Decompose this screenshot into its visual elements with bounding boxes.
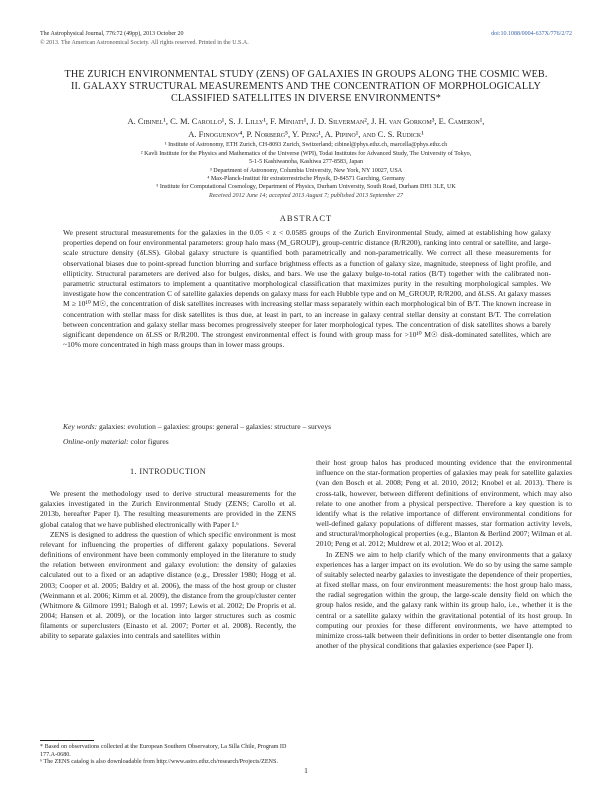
footnote-catalog: ⁶ The ZENS catalog is also downloadable from http://www.astro.ethz.ch/research/Projects/ZENS. [40, 759, 278, 766]
online-only-label: Online-only material: [63, 437, 129, 446]
running-header-copyright: © 2013. The American Astronomical Society. All rights reserved. Printed in the U.S.A. [40, 40, 249, 46]
intro-paragraph-1: We present the methodology used to derive structural measurements for the galaxies investigated in the Zurich Environmental Study (ZENS; Carollo et al. 2013b, hereafter Paper I). The resulting measurements are provided in the ZENS global catalog that we have published electronically with Paper I.⁶ [40, 489, 296, 529]
affiliation-2-address: 5-1-5 Kashiwanoha, Kashiwa 277-8583, Japan [248, 159, 364, 165]
author-list-line-1: A. Cibinel¹, C. M. Carollo¹, S. J. Lilly¹, F. Miniati¹, J. D. Silverman², J. H. van Gorkom³, E. Cameron¹, [127, 116, 485, 126]
paper-title-line-1: THE ZURICH ENVIRONMENTAL STUDY (ZENS) OF GALAXIES IN GROUPS ALONG THE COSMIC WEB. [64, 69, 548, 80]
author-list-line-2: A. Finoguenov⁴, P. Norberg⁵, Y. Peng¹, A. Pipino¹, and C. S. Rudick¹ [188, 129, 424, 139]
keywords-label: Key words: [63, 422, 98, 431]
footnote-rule [40, 740, 94, 741]
affiliation-3: ³ Department of Astronomy, Columbia University, New York, NY 10027, USA [209, 168, 403, 174]
affiliation-5: ⁵ Institute for Computational Cosmology, Department of Physics, Durham University, South Road, Durham DH1 3LE, UK [156, 184, 456, 190]
affiliation-2: ² Kavli Institute for the Physics and Mathematics of the Universe (WPI), Todai Institutes for Advanced Study, The University of Tokyo, [140, 151, 472, 157]
right-column [316, 458, 572, 651]
online-only-text: color figures [130, 437, 169, 446]
intro-paragraph-4: In ZENS we aim to help clarify which of the many environments that a galaxy experiences has a larger impact on its evolution. We do so by using the same sample of suitably selected nearby galaxies to investigate the dependence of their properties, at fixed stellar mass, on four environment measurements: the host group halo mass, the radial segregation within the group, the large-scale density field on which the group halos reside, and the galaxy rank within its group halo, i.e., whether it is the central or a satellite galaxy within the gravitational potential of its host group. In computing our proxies for these different environments, we have attempted to minimize cross-talk between their definitions in order to better disentangle one from another of the physical conditions that galaxies experience (see Paper I). [316, 549, 572, 651]
paper-title-line-2: II. GALAXY STRUCTURAL MEASUREMENTS AND THE CONCENTRATION OF MORPHOLOGICALLY [71, 81, 541, 92]
doi-link[interactable]: doi:10.1088/0004-637X/776/2/72 [491, 31, 572, 37]
section-heading-introduction: 1. INTRODUCTION [129, 467, 207, 476]
footnote-observations: * Based on observations collected at the European Southern Observatory, La Silla Chile, Program ID 177.A-0680. [40, 744, 287, 758]
abstract-text: We present structural measurements for the galaxies in the 0.05 < z < 0.0585 groups of the Zurich Environmental Study, aimed at establishing how galaxy properties depend on four environmental parameters: group halo mass (M_GROUP), group-centric distance (R/R200), ranking into central or satellite, and large-scale structure density (δLSS). Global galaxy structure is quantified both parametrically and non-parametrically. We correct all these measurements for observational biases due to point-spread function blurring and surface brightness effects as a function of galaxy size, magnitude, steepness of light profile, and ellipticity. Structural parameters are derived also for bulges, disks, and bars. We use the galaxy bulge-to-total ratios (B/T) together with the calibrated non-parametric structural estimators to implement a quantitative morphological classification that maximizes purity in the resulting morphological samples. We investigate how the concentration C of satellite galaxies depends on galaxy mass for each Hubble type and on M_GROUP, R/R200, and δLSS. At galaxy masses M ≥ 10¹⁰ M☉, the concentration of disk satellites increases with increasing stellar mass separately within each morphological bin of B/T. The known increase in concentration with stellar mass for disk satellites is thus due, at least in part, to an increase in galaxy central stellar density at constant B/T. The correlation between concentration and galaxy stellar mass becomes progressively steeper for later morphological types. The concentration of disk satellites shows a barely significant dependence on δLSS or R/R200. The strongest environmental effect is found with group mass for >10¹⁰ M☉ disk-dominated satellites, which are ~10% more concentrated in high mass groups than in lower mass groups. [63, 228, 551, 350]
footnotes [40, 744, 296, 767]
keywords [63, 422, 551, 432]
page-number: 1 [304, 766, 308, 775]
received-dates: Received 2012 June 14; accepted 2013 August 7; published 2013 September 27 [209, 193, 403, 199]
intro-paragraph-3: their host group halos has produced mounting evidence that the environmental influence on the star-formation properties of galaxies may peak for satellite galaxies (van den Bosch et al. 2008; Peng et al. 2010, 2012; Knobel et al. 2013). There is cross-talk, however, between different definitions of environment, which may also relate to one another from a physical perspective. Therefore a key question is to identify what is the relative importance of different environmental conditions for well-defined galaxy populations of different masses, star formation activity levels, and structural/morphological properties (e.g., Blanton & Berlind 2007; Wilman et al. 2010; Peng et al. 2012; Muldrew et al. 2012; Woo et al. 2012). [316, 458, 572, 549]
running-header-journal: The Astrophysical Journal, 776:72 (49pp), 2013 October 20 [40, 31, 184, 37]
keywords-text: galaxies: evolution – galaxies: groups: general – galaxies: structure – surveys [98, 422, 332, 431]
affiliation-4: ⁴ Max-Planck-Institut für extraterrestrische Physik, D-84571 Garching, Germany [207, 176, 405, 182]
abstract-heading: ABSTRACT [279, 213, 333, 223]
online-only-material [63, 437, 551, 447]
left-column [40, 489, 296, 642]
affiliation-1: ¹ Institute of Astronomy, ETH Zurich, CH-8093 Zurich, Switzerland; cibinel@phys.ethz.ch, marcella@phys.ethz.ch [164, 142, 448, 148]
paper-title-line-3: CLASSIFIED SATELLITES IN DIVERSE ENVIRONMENTS* [170, 93, 442, 104]
intro-paragraph-2: ZENS is designed to address the question of which specific environment is most relevant for influencing the properties of different galaxy populations. Several definitions of environment have been commonly employed in the literature to study the relation between environment and galaxy evolution: the density of galaxies calculated out to a fixed or an adaptive distance (e.g., Dressler 1980; Hogg et al. 2003; Cooper et al. 2005; Baldry et al. 2006), the mass of the host group or cluster (Weinmann et al. 2006; Kimm et al. 2009), the distance from the group/cluster center (Whitmore & Gilmore 1991; Balogh et al. 1997; Lewis et al. 2002; De Propris et al. 2004; Hansen et al. 2009), or the location into larger structures such as cosmic filaments or superclusters (Einasto et al. 2007; Porter et al. 2008). Recently, the ability to separate galaxies into centrals and satellites within [40, 529, 296, 641]
